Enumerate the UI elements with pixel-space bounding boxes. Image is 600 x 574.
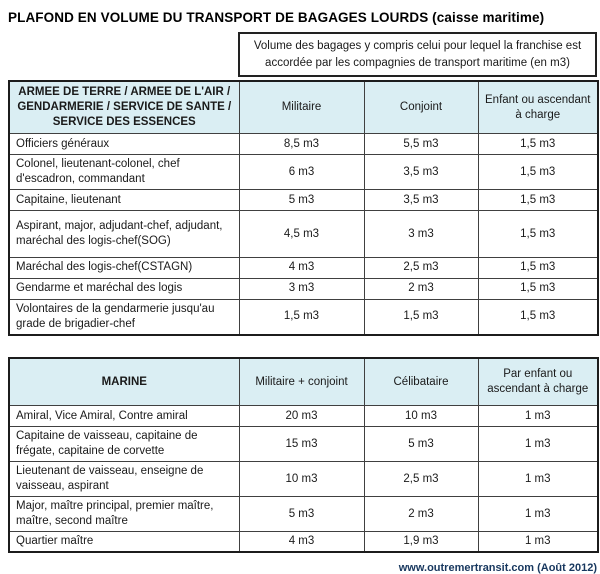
row-label: Volontaires de la gendarmerie jusqu'au grade de brigadier-chef bbox=[9, 299, 239, 334]
row-label: Capitaine, lieutenant bbox=[9, 190, 239, 211]
value-cell: 1,5 m3 bbox=[239, 299, 364, 334]
value-cell: 4 m3 bbox=[239, 257, 364, 278]
value-cell: 5 m3 bbox=[239, 497, 364, 532]
row-label: Capitaine de vaisseau, capitaine de frégate, capitaine de corvette bbox=[9, 427, 239, 462]
value-cell: 1 m3 bbox=[478, 427, 598, 462]
row-label: Lieutenant de vaisseau, enseigne de vaisseau, aspirant bbox=[9, 462, 239, 497]
value-cell: 2,5 m3 bbox=[364, 462, 478, 497]
value-cell: 1,5 m3 bbox=[478, 278, 598, 299]
value-cell: 1,5 m3 bbox=[478, 211, 598, 258]
value-cell: 1,5 m3 bbox=[478, 299, 598, 334]
marine-table-header-militaire-conjoint: Militaire + conjoint bbox=[239, 358, 364, 406]
value-cell: 2 m3 bbox=[364, 497, 478, 532]
value-cell: 4 m3 bbox=[239, 531, 364, 552]
note-box: Volume des bagages y compris celui pour lequel la franchise est accordée par les compagnies de transport maritime (en m3) bbox=[238, 32, 597, 77]
value-cell: 3,5 m3 bbox=[364, 155, 478, 190]
value-cell: 3 m3 bbox=[239, 278, 364, 299]
marine-table-body bbox=[9, 406, 598, 553]
value-cell: 1 m3 bbox=[478, 406, 598, 427]
value-cell: 10 m3 bbox=[239, 462, 364, 497]
army-table-header-row bbox=[9, 81, 598, 133]
value-cell: 4,5 m3 bbox=[239, 211, 364, 258]
value-cell: 15 m3 bbox=[239, 427, 364, 462]
value-cell: 3,5 m3 bbox=[364, 190, 478, 211]
value-cell: 1,5 m3 bbox=[478, 257, 598, 278]
army-table-header-enfant: Enfant ou ascendant à charge bbox=[478, 81, 598, 133]
value-cell: 1 m3 bbox=[478, 531, 598, 552]
value-cell: 1 m3 bbox=[478, 497, 598, 532]
table-row bbox=[9, 299, 598, 334]
page-title: PLAFOND EN VOLUME DU TRANSPORT DE BAGAGES LOURDS (caisse maritime) bbox=[8, 10, 545, 25]
value-cell: 1,5 m3 bbox=[478, 155, 598, 190]
row-label: Major, maître principal, premier maître, maître, second maître bbox=[9, 497, 239, 532]
value-cell: 2 m3 bbox=[364, 278, 478, 299]
marine-table-header-marine: MARINE bbox=[9, 358, 239, 406]
value-cell: 2,5 m3 bbox=[364, 257, 478, 278]
marine-table bbox=[8, 357, 599, 554]
value-cell: 1,9 m3 bbox=[364, 531, 478, 552]
row-label: Gendarme et maréchal des logis bbox=[9, 278, 239, 299]
value-cell: 5 m3 bbox=[364, 427, 478, 462]
army-table-header-militaire: Militaire bbox=[239, 81, 364, 133]
value-cell: 1,5 m3 bbox=[478, 134, 598, 155]
value-cell: 1 m3 bbox=[478, 462, 598, 497]
marine-table-header-row bbox=[9, 358, 598, 406]
marine-table-header bbox=[9, 358, 598, 406]
value-cell: 1,5 m3 bbox=[478, 190, 598, 211]
value-cell: 1,5 m3 bbox=[364, 299, 478, 334]
value-cell: 20 m3 bbox=[239, 406, 364, 427]
value-cell: 5,5 m3 bbox=[364, 134, 478, 155]
table-row bbox=[9, 211, 598, 258]
row-label: Quartier maître bbox=[9, 531, 239, 552]
value-cell: 5 m3 bbox=[239, 190, 364, 211]
table-row bbox=[9, 531, 598, 552]
army-table-header-conjoint: Conjoint bbox=[364, 81, 478, 133]
table-row bbox=[9, 427, 598, 462]
marine-table-header-celibataire: Célibataire bbox=[364, 358, 478, 406]
table-row bbox=[9, 406, 598, 427]
table-row bbox=[9, 497, 598, 532]
table-row bbox=[9, 155, 598, 190]
row-label: Maréchal des logis-chef(CSTAGN) bbox=[9, 257, 239, 278]
footer-credit: www.outremertransit.com (Août 2012) bbox=[398, 562, 597, 574]
row-label: Amiral, Vice Amiral, Contre amiral bbox=[9, 406, 239, 427]
row-label: Aspirant, major, adjudant-chef, adjudant, maréchal des logis-chef(SOG) bbox=[9, 211, 239, 258]
table-row bbox=[9, 134, 598, 155]
table-row bbox=[9, 462, 598, 497]
marine-table-header-par-enfant: Par enfant ou ascendant à charge bbox=[478, 358, 598, 406]
army-table-header bbox=[9, 81, 598, 133]
row-label: Officiers généraux bbox=[9, 134, 239, 155]
army-table-body bbox=[9, 134, 598, 335]
value-cell: 10 m3 bbox=[364, 406, 478, 427]
value-cell: 3 m3 bbox=[364, 211, 478, 258]
table-row bbox=[9, 190, 598, 211]
value-cell: 6 m3 bbox=[239, 155, 364, 190]
table-row bbox=[9, 278, 598, 299]
row-label: Colonel, lieutenant-colonel, chef d'escadron, commandant bbox=[9, 155, 239, 190]
value-cell: 8,5 m3 bbox=[239, 134, 364, 155]
table-row bbox=[9, 257, 598, 278]
army-table bbox=[8, 80, 599, 335]
army-table-header-branch: ARMEE DE TERRE / ARMEE DE L'AIR / GENDARMERIE / SERVICE DE SANTE / SERVICE DES ESSENCES bbox=[9, 81, 239, 133]
